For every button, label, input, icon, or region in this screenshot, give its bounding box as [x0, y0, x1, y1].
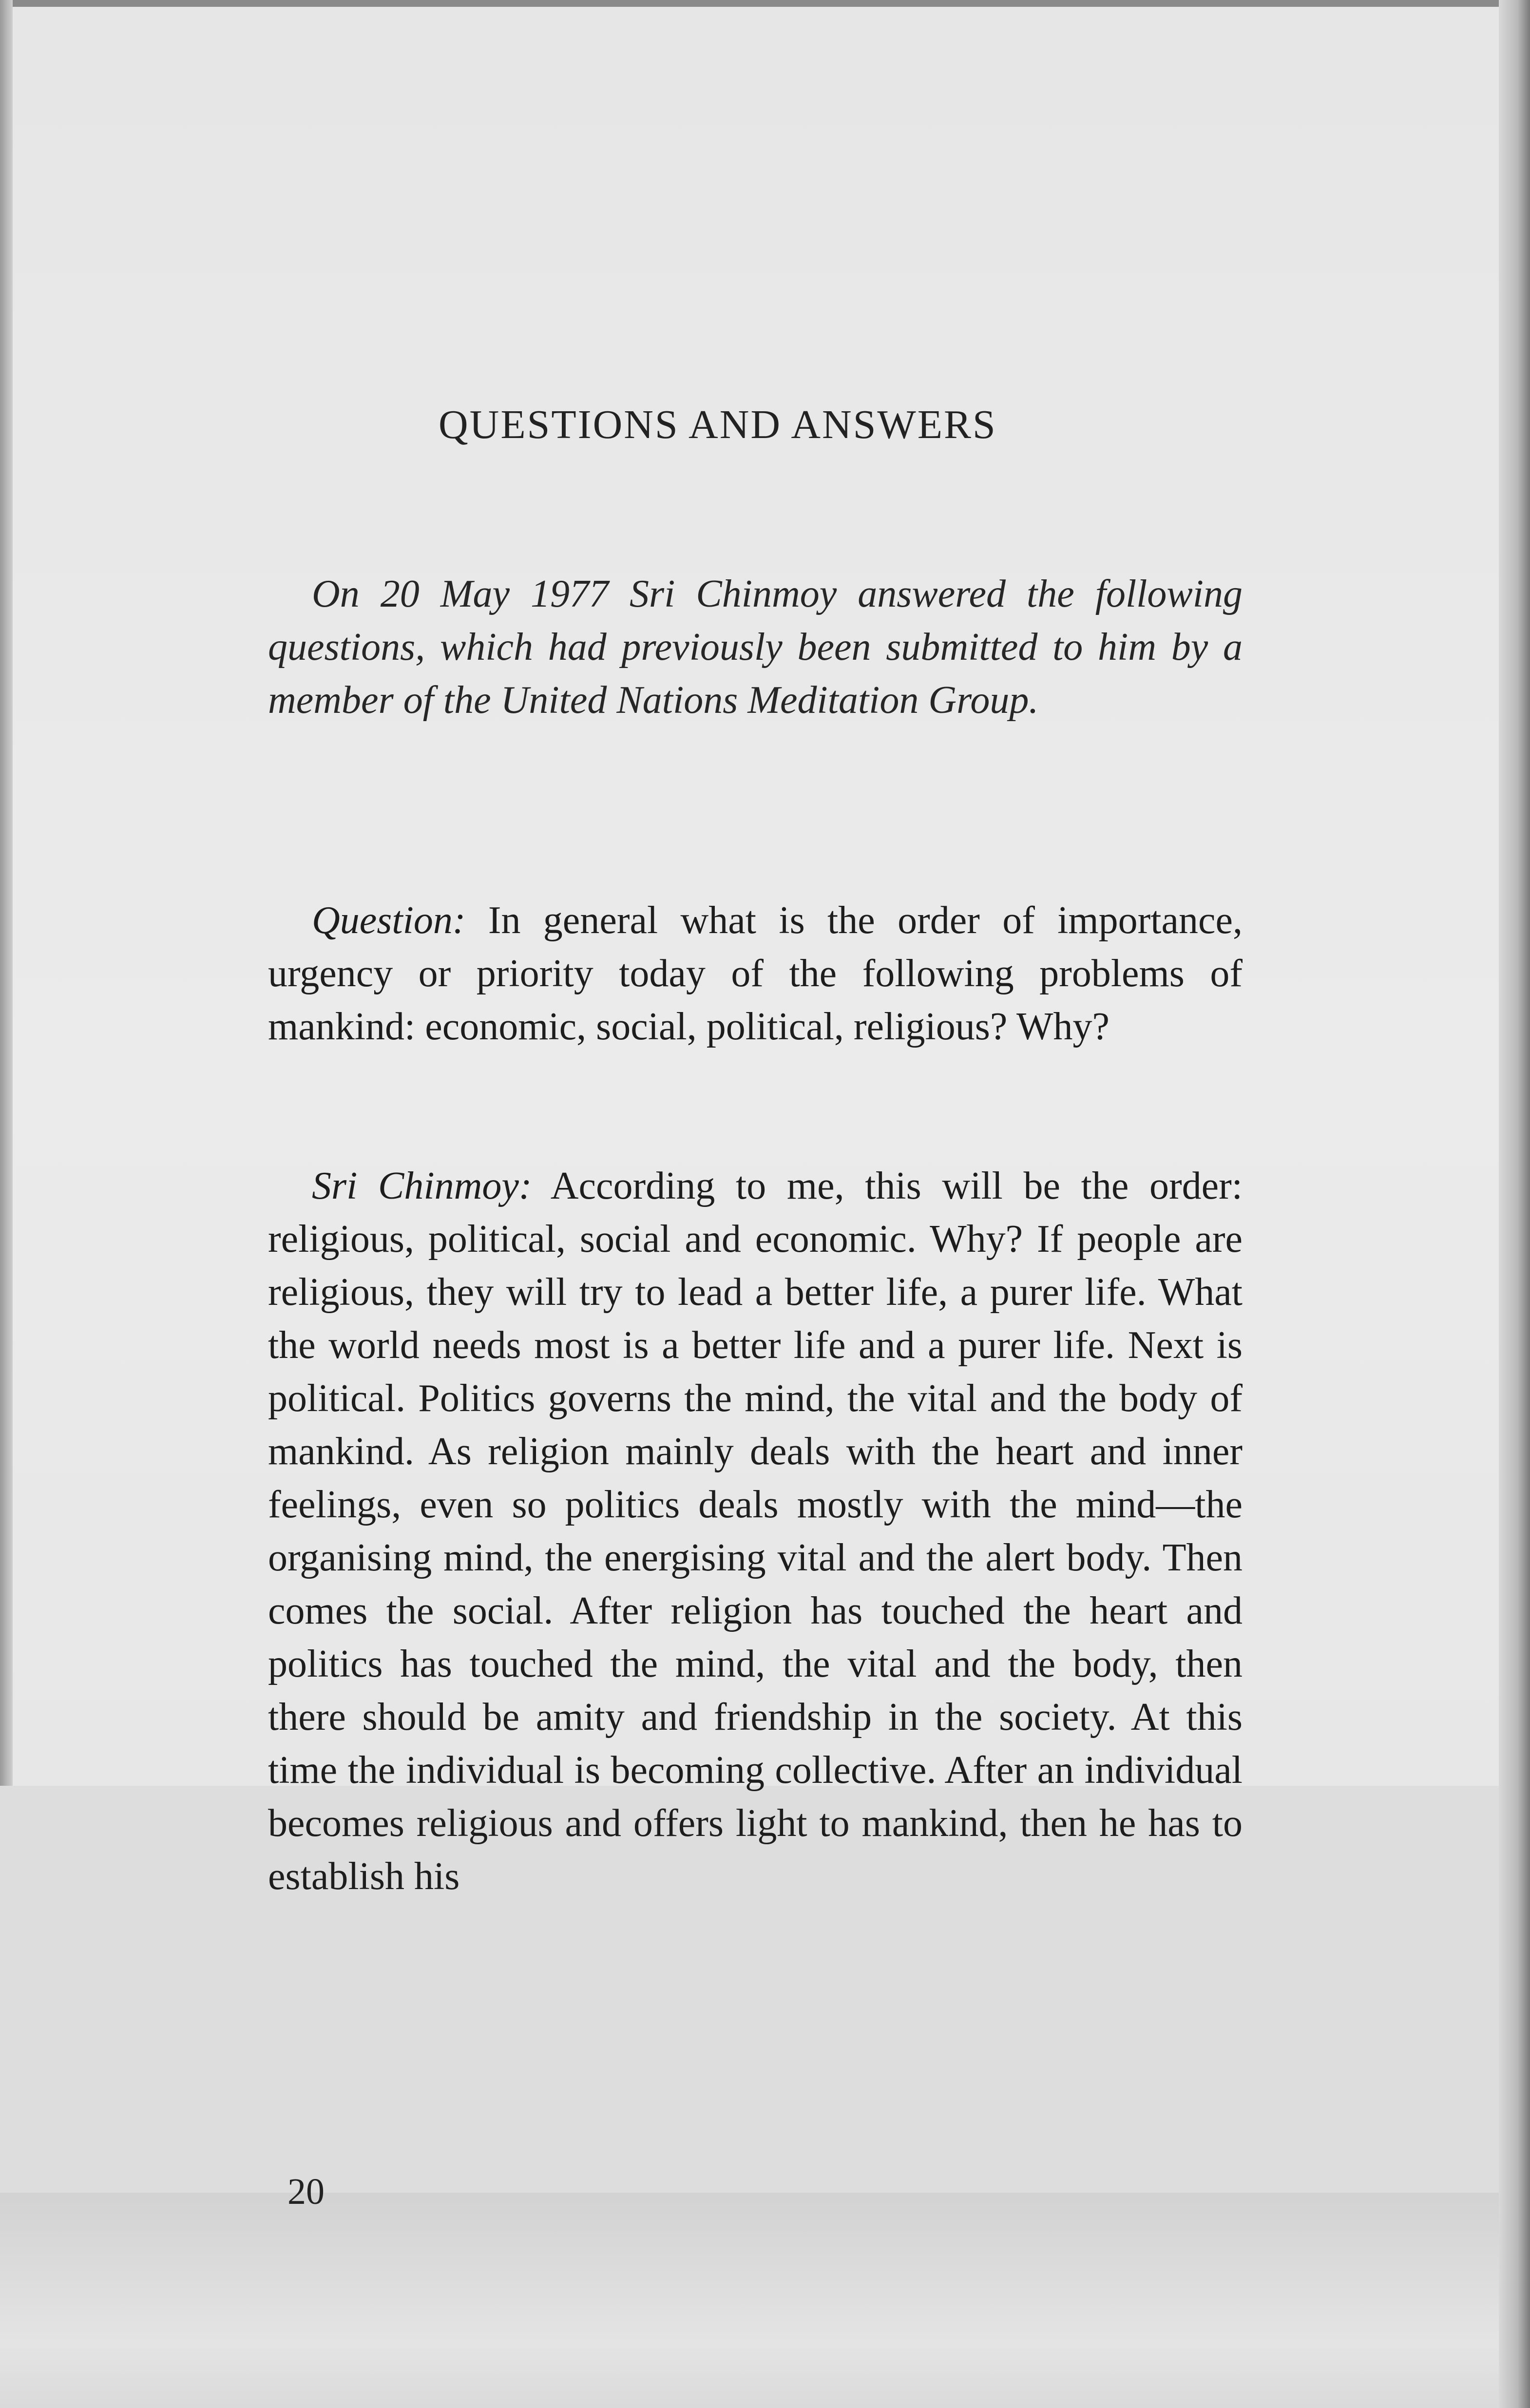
question-label: Question: [312, 899, 466, 942]
page-top-edge [0, 0, 1530, 7]
question-body [268, 894, 1243, 1053]
page-number: 20 [287, 2171, 325, 2212]
page-heading: QUESTIONS AND ANSWERS [439, 402, 997, 447]
page-right-edge [1499, 0, 1530, 2408]
question-text: In general what is the order of importance, urgency or priority today of the following problems of mankind: economic, social, political, religious? Why? [268, 899, 1243, 1048]
answer-text: According to me, this will be the order: religious, political, social and economic. Why? If people are religious, they will try to lead a better life, a purer life. What the world needs most is a better life and a purer life. Next is political. Politics governs the mind, the vital and the body of mankind. As religion mainly deals with the heart and inner feelings, even so politics deals mostly with the mind—the organising mind, the energising vital and the alert body. Then comes the social. After religion has touched the heart and politics has touched the mind, the vital and the body, then there should be amity and friendship in the society. At this time the individual is becoming collective. After an individual becomes religious and offers light to mankind, then he has to establish his [268, 1165, 1243, 1898]
intro-paragraph [268, 568, 1243, 727]
intro-text: On 20 May 1977 Sri Chinmoy answered the following questions, which had previously been submitted to him by a member of the United Nations Meditation Group. [268, 573, 1243, 722]
answer-paragraph [268, 1160, 1243, 1903]
question-paragraph [268, 894, 1243, 1053]
page-bottom-band [0, 2193, 1530, 2408]
answer-body [268, 1160, 1243, 1903]
answer-label: Sri Chinmoy: [312, 1165, 532, 1207]
